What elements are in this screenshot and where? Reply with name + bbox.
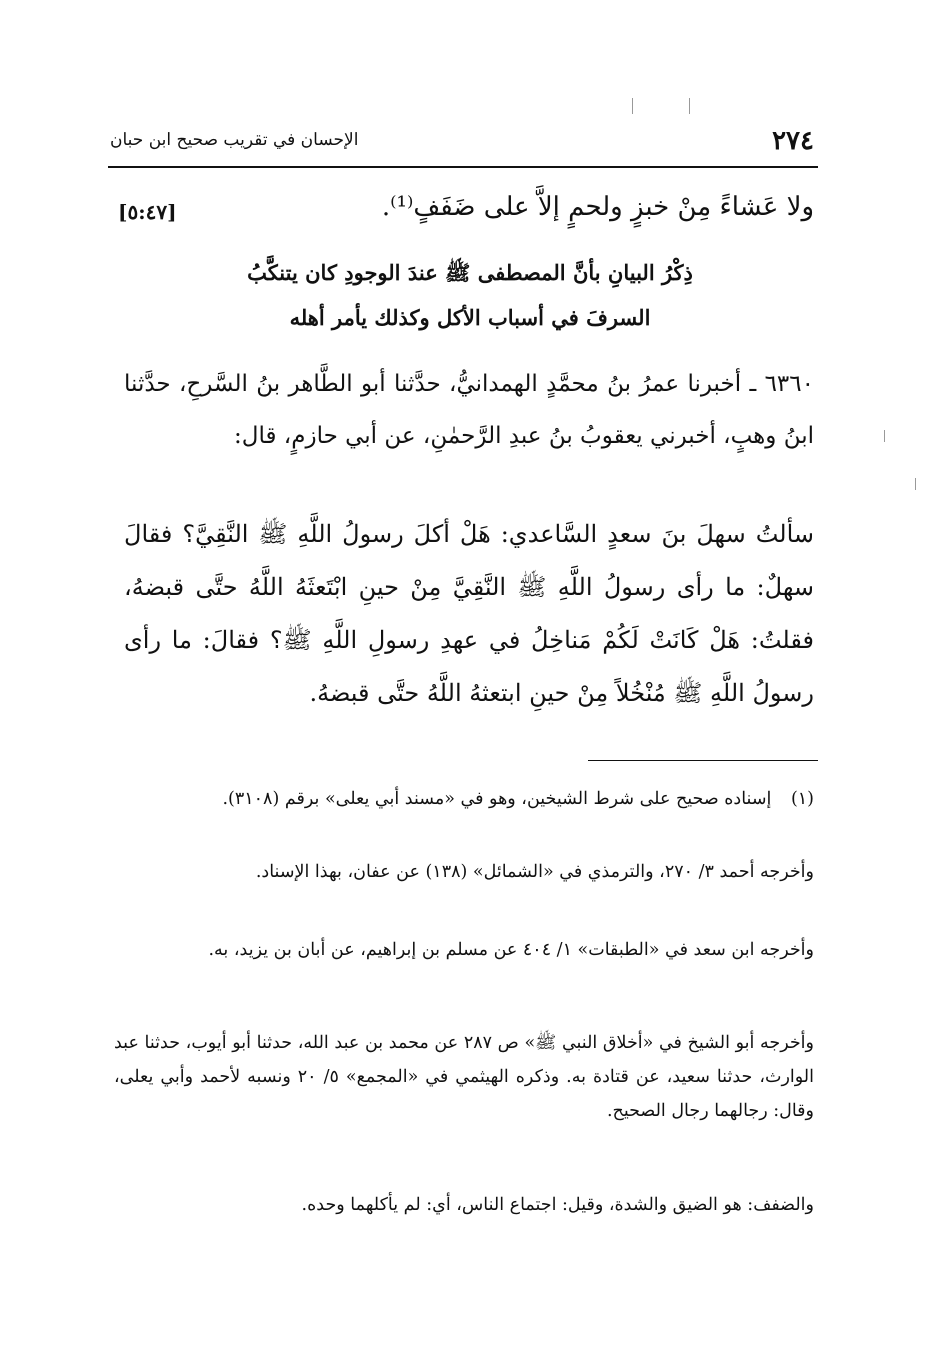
hadith-matn: سألتُ سهلَ بنَ سعدٍ السَّاعدي: هَلْ أكلَ رسولُ اللَّهِ ﷺ النَّقِيَّ؟ فقالَ سهلٌ: ما رأى رسولُ اللَّهِ ﷺ النَّقِيَّ مِنْ حينِ ابْتَعثَهُ اللَّهُ حتَّى قبضهُ، فقلتُ: هَلْ كَانَتْ لَكُمْ مَناخِلُ في عهدِ رسولِ اللَّهِ ﷺ؟ فقالَ: ما رأى رسولُ اللَّهِ ﷺ مُنْخُلاً مِنْ حينِ ابتعثهُ اللَّهُ حتَّى قبضهُ.: [124, 520, 814, 707]
footnote-paragraph: وأخرجه أبو الشيخ في «أخلاق النبي ﷺ» ص ٢٨٧ عن محمد بن عبد الله، حدثنا أبو أيوب، حدثنا عبد الوارث، حدثنا سعيد، عن قتادة به. وذكره الهيثمي في «المجمع» ٥/ ٢٠ ونسبه لأحمد وأبي يعلى، وقال: رجالهما رجال الصحيح.: [114, 1033, 814, 1121]
hadith-isnad: ٦٣٦٠ ـ أخبرنا عمرُ بنُ محمَّدٍ الهمدانيُّ، حدَّثنا أبو الطَّاهر بنُ السَّرحِ، حدَّثنا ابنُ وهبٍ، أخبرني يعقوبُ بنُ عبدِ الرَّحمٰنِ، عن أبي حازمٍ، قال:: [124, 371, 814, 449]
chapter-heading-line-1: ذِكْرُ البيانِ بأنَّ المصطفى ﷺ عندَ الوجودِ كان يتنكَّبُ: [247, 260, 693, 285]
scan-mark: [884, 430, 885, 442]
scan-mark: [915, 478, 916, 490]
footnote-paragraph: والضفف: هو الضيق والشدة، وقيل: اجتماع الناس، أي: لم يأكلهما وحده.: [301, 1195, 814, 1215]
footnote-paragraph: وأخرجه أحمد ٣/ ٢٧٠، والترمذي في «الشمائل» (١٣٨) عن عفان، بهذا الإسناد.: [255, 862, 814, 882]
footnote-paragraph: وأخرجه ابن سعد في «الطبقات» ١/ ٤٠٤ عن مسلم بن إبراهيم، عن أبان بن يزيد، به.: [208, 940, 814, 960]
scan-mark: [689, 98, 690, 114]
running-title: الإحسان في تقريب صحيح ابن حبان: [110, 130, 359, 150]
footnote-text: إسناده صحيح على شرط الشيخين، وهو في «مسند أبي يعلى» برقم (٣١٠٨).: [222, 789, 772, 809]
header-rule: [108, 166, 818, 168]
page-number: ٢٧٤: [772, 126, 814, 156]
footnote-marker: (١): [790, 789, 814, 809]
footnote-rule: [588, 760, 818, 761]
footnote-1: [114, 782, 814, 816]
continuation-line: ولا عَشاءً مِنْ خبزٍ ولحمٍ إلاَّ على ضَفَفٍ⁽¹⁾.: [381, 192, 814, 222]
chapter-heading-line-2: السرفَ في أسباب الأكل وكذلك يأمر أهله: [289, 305, 651, 330]
reference-number: [٥:٤٧]: [118, 200, 177, 224]
scan-mark: [632, 98, 633, 114]
